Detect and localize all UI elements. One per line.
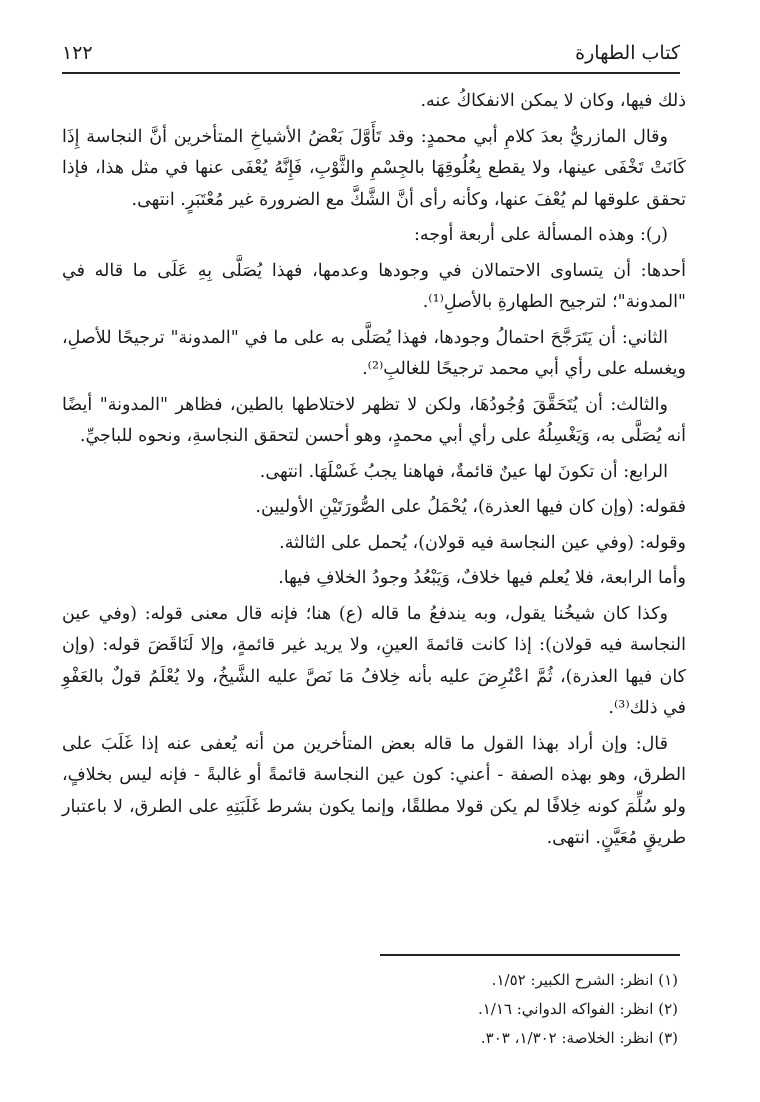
footnote: (٢) انظر: الفواكه الدواني: ١/١٦.	[477, 1000, 678, 1018]
paragraph: والثالث: أن يُتَحَقَّقَ وُجُودُهَا، ولكن لا تظهر لاختلاطها بالطين، فظاهر "المدونة" أيضًا أنه يُصَلَّى به، وَيَغْسِلُهُ على رأي أبي محمدٍ، وهو أحسن لتحقق النجاسةِ، ونحوه للباجيِّ.	[62, 394, 686, 446]
header-rule	[62, 72, 680, 74]
page-number: ١٢٢	[62, 42, 93, 64]
footnote-separator	[380, 954, 680, 956]
footnotes	[478, 966, 678, 1053]
paragraph: أحدها: أن يتساوى الاحتمالان في وجودها وعدمها، فهذا يُصَلَّى بِهِ عَلَى ما قاله في "المدونة"؛ لترجيح الطهارةِ بالأصلِ⁽¹⁾.	[62, 260, 686, 312]
paragraph: (ر): وهذه المسألة على أربعة أوجه:	[413, 225, 668, 245]
page-header	[62, 38, 680, 68]
paragraph: الثاني: أن يَتَرَجَّحَ احتمالُ وجودها، فهذا يُصَلَّى به على ما في "المدونة" ترجيحًا للأصلِ، ويغسله على رأي أبي محمد ترجيحًا للغالبِ⁽²⁾.	[62, 327, 686, 379]
paragraph: قال: وإن أراد بهذا القول ما قاله بعض المتأخرين من أنه يُعفى عنه إذا غَلَبَ على الطرق، وهو بهذه الصفة - أعني: كون عين النجاسة قائمةً أو غالبةً - فإنه ليس بخلافٍ، ولو سُلِّمَ كونه خِلافًا لم يكن قولا مطلقًا، وإنما يكون بشرط غَلَبَتِهِ على الطرق، لا باعتبار طريقٍ مُعَيَّنٍ. انتهى.	[62, 733, 686, 848]
paragraph: وأما الرابعة، فلا يُعلم فيها خلافٌ، وَيَبْعُدُ وجودُ الخلافِ فيها.	[278, 568, 686, 588]
paragraph: وكذا كان شيخُنا يقول، وبه يندفعُ ما قاله (ع) هنا؛ فإنه قال معنى قوله: (وفي عين النجاسة فيه قولان): إذا كانت قائمةَ العينِ، ولا يريد غير قائمةٍ، وإلا لَنَاقَضَ قوله: (وإن كان فيها العذرة)، ثُمَّ اعْتُرِضَ عليه بأنه خِلافُ مَا نَصَّ عليه الشَّيخُ، ولا يُعْلَمُ قولٌ بالعَفْوِ في ذلك⁽³⁾.	[62, 603, 686, 718]
paragraph: الرابع: أن تكونَ لها عينٌ قائمةٌ، فهاهنا يجبُ غَسْلَهَا. انتهى.	[259, 461, 668, 482]
paragraph: وقوله: (وفي عين النجاسة فيه قولان)، يُحمل على الثالثة.	[279, 532, 686, 553]
footnote: (٣) انظر: الخلاصة: ١/٣٠٢، ٣٠٣.	[480, 1029, 678, 1047]
paragraph: فقوله: (وإن كان فيها العذرة)، يُحْمَلُ على الصُّورَتَيْنِ الأوليين.	[255, 497, 686, 517]
running-title: كتاب الطهارة	[575, 42, 680, 64]
paragraph: ذلك فيها، وكان لا يمكن الانفكاكُ عنه.	[420, 91, 686, 111]
main-text	[62, 86, 686, 855]
footnote: (١) انظر: الشرح الكبير: ١/٥٢.	[491, 971, 678, 989]
paragraph: وقال المازريُّ بعدَ كلامِ أبي محمدٍ: وقد تَأَوَّلَ بَعْضُ الأشياخِ المتأخرين أنَّ النجاسة إِذَا كَانَتْ تَخْفَى عينها، ولا يقطع بِعُلُوقِهَا بالجِسْمِ والثَّوْبِ، فَإِنَّهُ يُعْفَى عنها في مثل هذا، فإذا تحقق علوقها لم يُعْفَ عنها، وكأنه رأى أنَّ الشَّكَّ مع الضرورة غير مُعْتَبَرٍ. انتهى.	[62, 126, 686, 210]
